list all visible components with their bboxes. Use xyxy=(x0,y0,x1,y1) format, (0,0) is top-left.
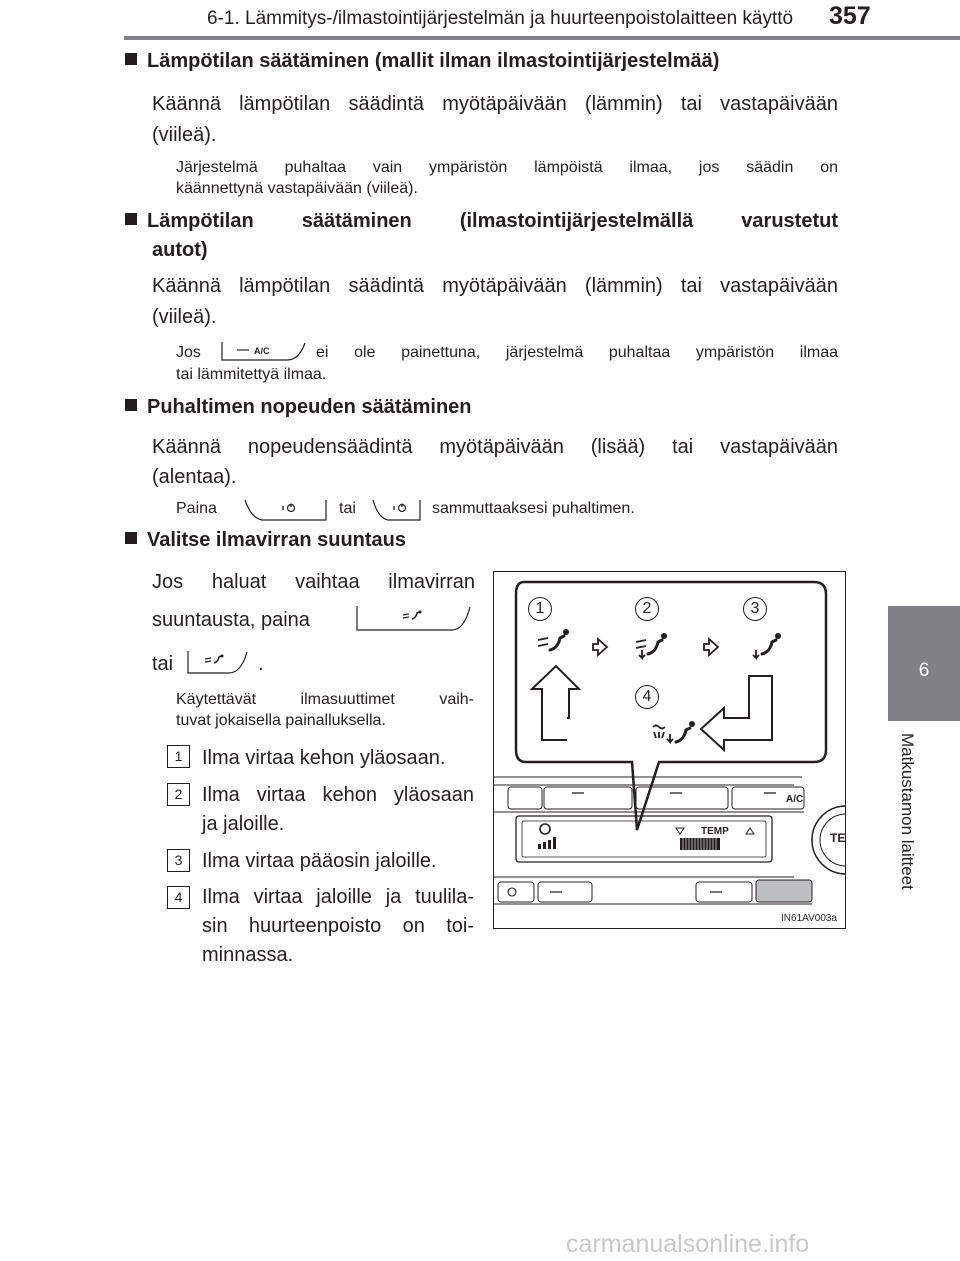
body-text: Käännä lämpötilan säädintä myötäpäivään (lämmin) tai vastapäivään xyxy=(152,275,838,297)
section-heading-temp-no-ac: Lämpötilan säätäminen (mallit ilman ilmastointijärjestelmää) xyxy=(125,50,719,73)
list-item-text: sin huurteenpoisto on toi- xyxy=(202,915,474,937)
header-rule xyxy=(124,36,960,40)
chapter-label: Matkustamon laitteet xyxy=(898,733,917,890)
section-heading-fan: Puhaltimen nopeuden säätäminen xyxy=(125,396,472,419)
list-number: 3 xyxy=(167,849,190,872)
square-bullet-icon xyxy=(125,399,137,411)
figure-code: IN61AV003a xyxy=(781,913,837,924)
body-text: tai xyxy=(152,653,174,675)
body-text: (viileä). xyxy=(152,306,217,328)
list-item-text: minnassa. xyxy=(202,944,294,966)
callout-3: 3 xyxy=(743,597,767,621)
chapter-number: 6 xyxy=(918,660,930,681)
note-text: Paina xyxy=(176,500,217,517)
body-text: Käännä lämpötilan säädintä myötäpäivään (lämmin) tai vastapäivään xyxy=(152,93,838,115)
note-text: tai lämmitettyä ilmaa. xyxy=(176,366,327,383)
section-heading-airflow: Valitse ilmavirran suuntaus xyxy=(125,529,406,552)
list-number: 1 xyxy=(167,745,190,768)
note-text: tai xyxy=(339,500,356,517)
note-text: ei ole painettuna, järjestelmä puhaltaa ympäristön ilmaa xyxy=(316,344,838,361)
ac-label: A/C xyxy=(786,794,804,805)
ac-button-icon xyxy=(221,339,307,363)
fan-off-button-alt-icon xyxy=(372,497,422,523)
body-text: (viileä). xyxy=(152,124,217,146)
airflow-mode-figure xyxy=(493,571,846,929)
note-text: tuvat jokaisella painalluksella. xyxy=(176,712,386,729)
page-number: 357 xyxy=(829,2,871,30)
list-item-text: Ilma virtaa kehon yläosaan xyxy=(202,784,474,806)
note-text: Käytettävät ilmasuuttimet vaih- xyxy=(176,691,474,708)
body-text: Käännä nopeudensäädintä myötäpäivään (lisää) tai vastapäivään xyxy=(152,436,838,458)
note-text: Järjestelmä puhaltaa vain ympäristön lämpöistä ilmaa, jos säädin on xyxy=(176,159,838,176)
knob-label: TE xyxy=(830,831,846,845)
watermark: carmanualsonline.info xyxy=(566,1230,810,1258)
body-text: (alentaa). xyxy=(152,466,237,488)
note-text: Jos xyxy=(176,344,201,361)
note-text: käännettynä vastapäivään (viileä). xyxy=(176,180,418,197)
ac-button-label: A/C xyxy=(254,346,270,356)
callout-1: 1 xyxy=(528,597,552,621)
list-number: 2 xyxy=(167,783,190,806)
list-item-text: Ilma virtaa kehon yläosaan. xyxy=(202,747,446,769)
list-item-text: Ilma virtaa pääosin jaloille. xyxy=(202,850,437,872)
callout-4: 4 xyxy=(635,685,659,709)
body-text: Jos haluat vaihtaa ilmavirran xyxy=(152,571,475,593)
list-item-text: ja jaloille. xyxy=(202,813,285,835)
chapter-tab xyxy=(888,606,960,721)
fan-off-button-icon xyxy=(244,497,328,523)
square-bullet-icon xyxy=(125,53,137,65)
temp-label: TEMP xyxy=(701,826,729,837)
airflow-mode-button-icon xyxy=(356,603,472,633)
section-heading-temp-ac: Lämpötilan säätäminen (ilmastointijärjestelmällä varustetut xyxy=(125,210,838,233)
note-text: sammuttaaksesi puhaltimen. xyxy=(432,500,635,517)
list-item-text: Ilma virtaa jaloille ja tuulila- xyxy=(202,886,474,908)
running-header: 6-1. Lämmitys-/ilmastointijärjestelmän ja huurteenpoistolaitteen käyttö xyxy=(207,8,794,29)
callout-2: 2 xyxy=(635,597,659,621)
body-text: suuntausta, paina xyxy=(152,609,310,631)
body-text: . xyxy=(258,653,264,675)
square-bullet-icon xyxy=(125,532,137,544)
square-bullet-icon xyxy=(125,213,137,225)
list-number: 4 xyxy=(167,886,190,909)
airflow-mode-button-alt-icon xyxy=(187,648,249,676)
section-heading-temp-ac-cont: autot) xyxy=(152,239,208,261)
